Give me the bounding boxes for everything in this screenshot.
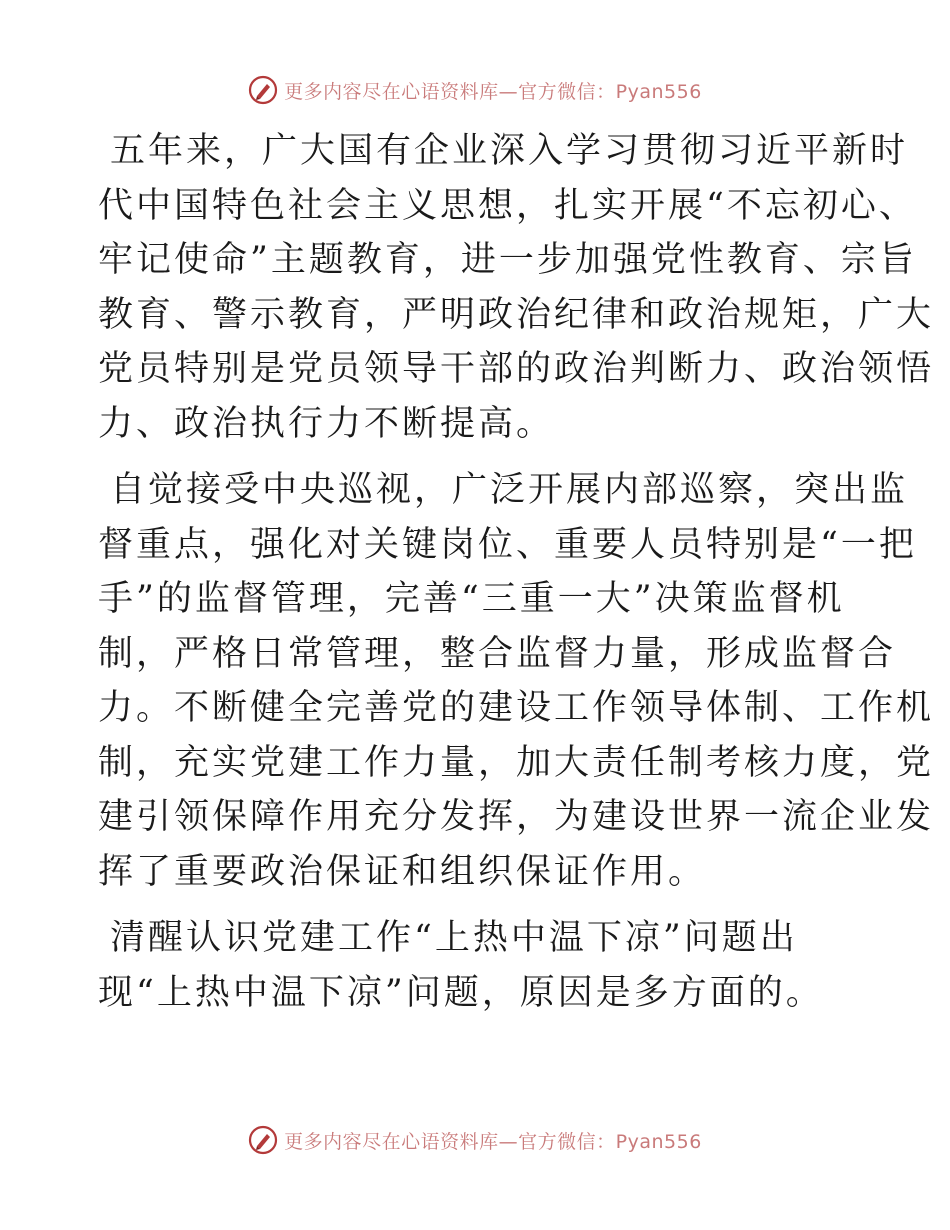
watermark-text: 更多内容尽在心语资料库—官方微信：Pyan556 <box>284 80 702 103</box>
text-line: 力。不断健全完善党的建设工作领导体制、工作机 <box>98 688 935 728</box>
text-line: 制，严格日常管理，整合监督力量，形成监督合 <box>98 633 897 674</box>
text-line: 督重点，强化对关键岗位、重要人员特别是“一把 <box>98 524 917 565</box>
text-line: 挥了重要政治保证和组织保证作用。 <box>98 851 707 892</box>
text-line: 制，充实党建工作力量，加大责任制考核力度，党 <box>98 742 935 783</box>
text-line: 现“上热中温下凉”问题，原因是多方面的。 <box>98 972 824 1013</box>
footer-watermark <box>0 1122 950 1158</box>
text-line: 教育、警示教育，严明政治纪律和政治规矩，广大 <box>98 294 935 335</box>
pen-logo-icon <box>248 75 278 105</box>
paragraph-1 <box>98 124 935 451</box>
paragraph-2 <box>98 463 935 899</box>
text-line: 自觉接受中央巡视，广泛开展内部巡察，突出监 <box>110 470 909 510</box>
text-line: 党员特别是党员领导干部的政治判断力、政治领悟 <box>98 349 935 389</box>
header-watermark <box>0 72 950 108</box>
text-line: 建引领保障作用充分发挥，为建设世界一流企业发 <box>98 797 935 837</box>
watermark-text: 更多内容尽在心语资料库—官方微信：Pyan556 <box>284 1130 702 1153</box>
paragraph-3 <box>98 911 858 1020</box>
text-line: 手”的监督管理，完善“三重一大”决策监督机 <box>98 579 845 619</box>
text-line: 力、政治执行力不断提高。 <box>98 403 555 444</box>
text-line: 清醒认识党建工作“上热中温下凉”问题出 <box>110 918 798 958</box>
text-line: 代中国特色社会主义思想，扎实开展“不忘初心、 <box>98 185 917 226</box>
text-line: 牢记使命”主题教育，进一步加强党性教育、宗旨 <box>98 240 917 280</box>
pen-logo-icon <box>248 1125 278 1155</box>
document-body <box>98 124 935 1032</box>
text-line: 五年来，广大国有企业深入学习贯彻习近平新时 <box>110 131 909 171</box>
